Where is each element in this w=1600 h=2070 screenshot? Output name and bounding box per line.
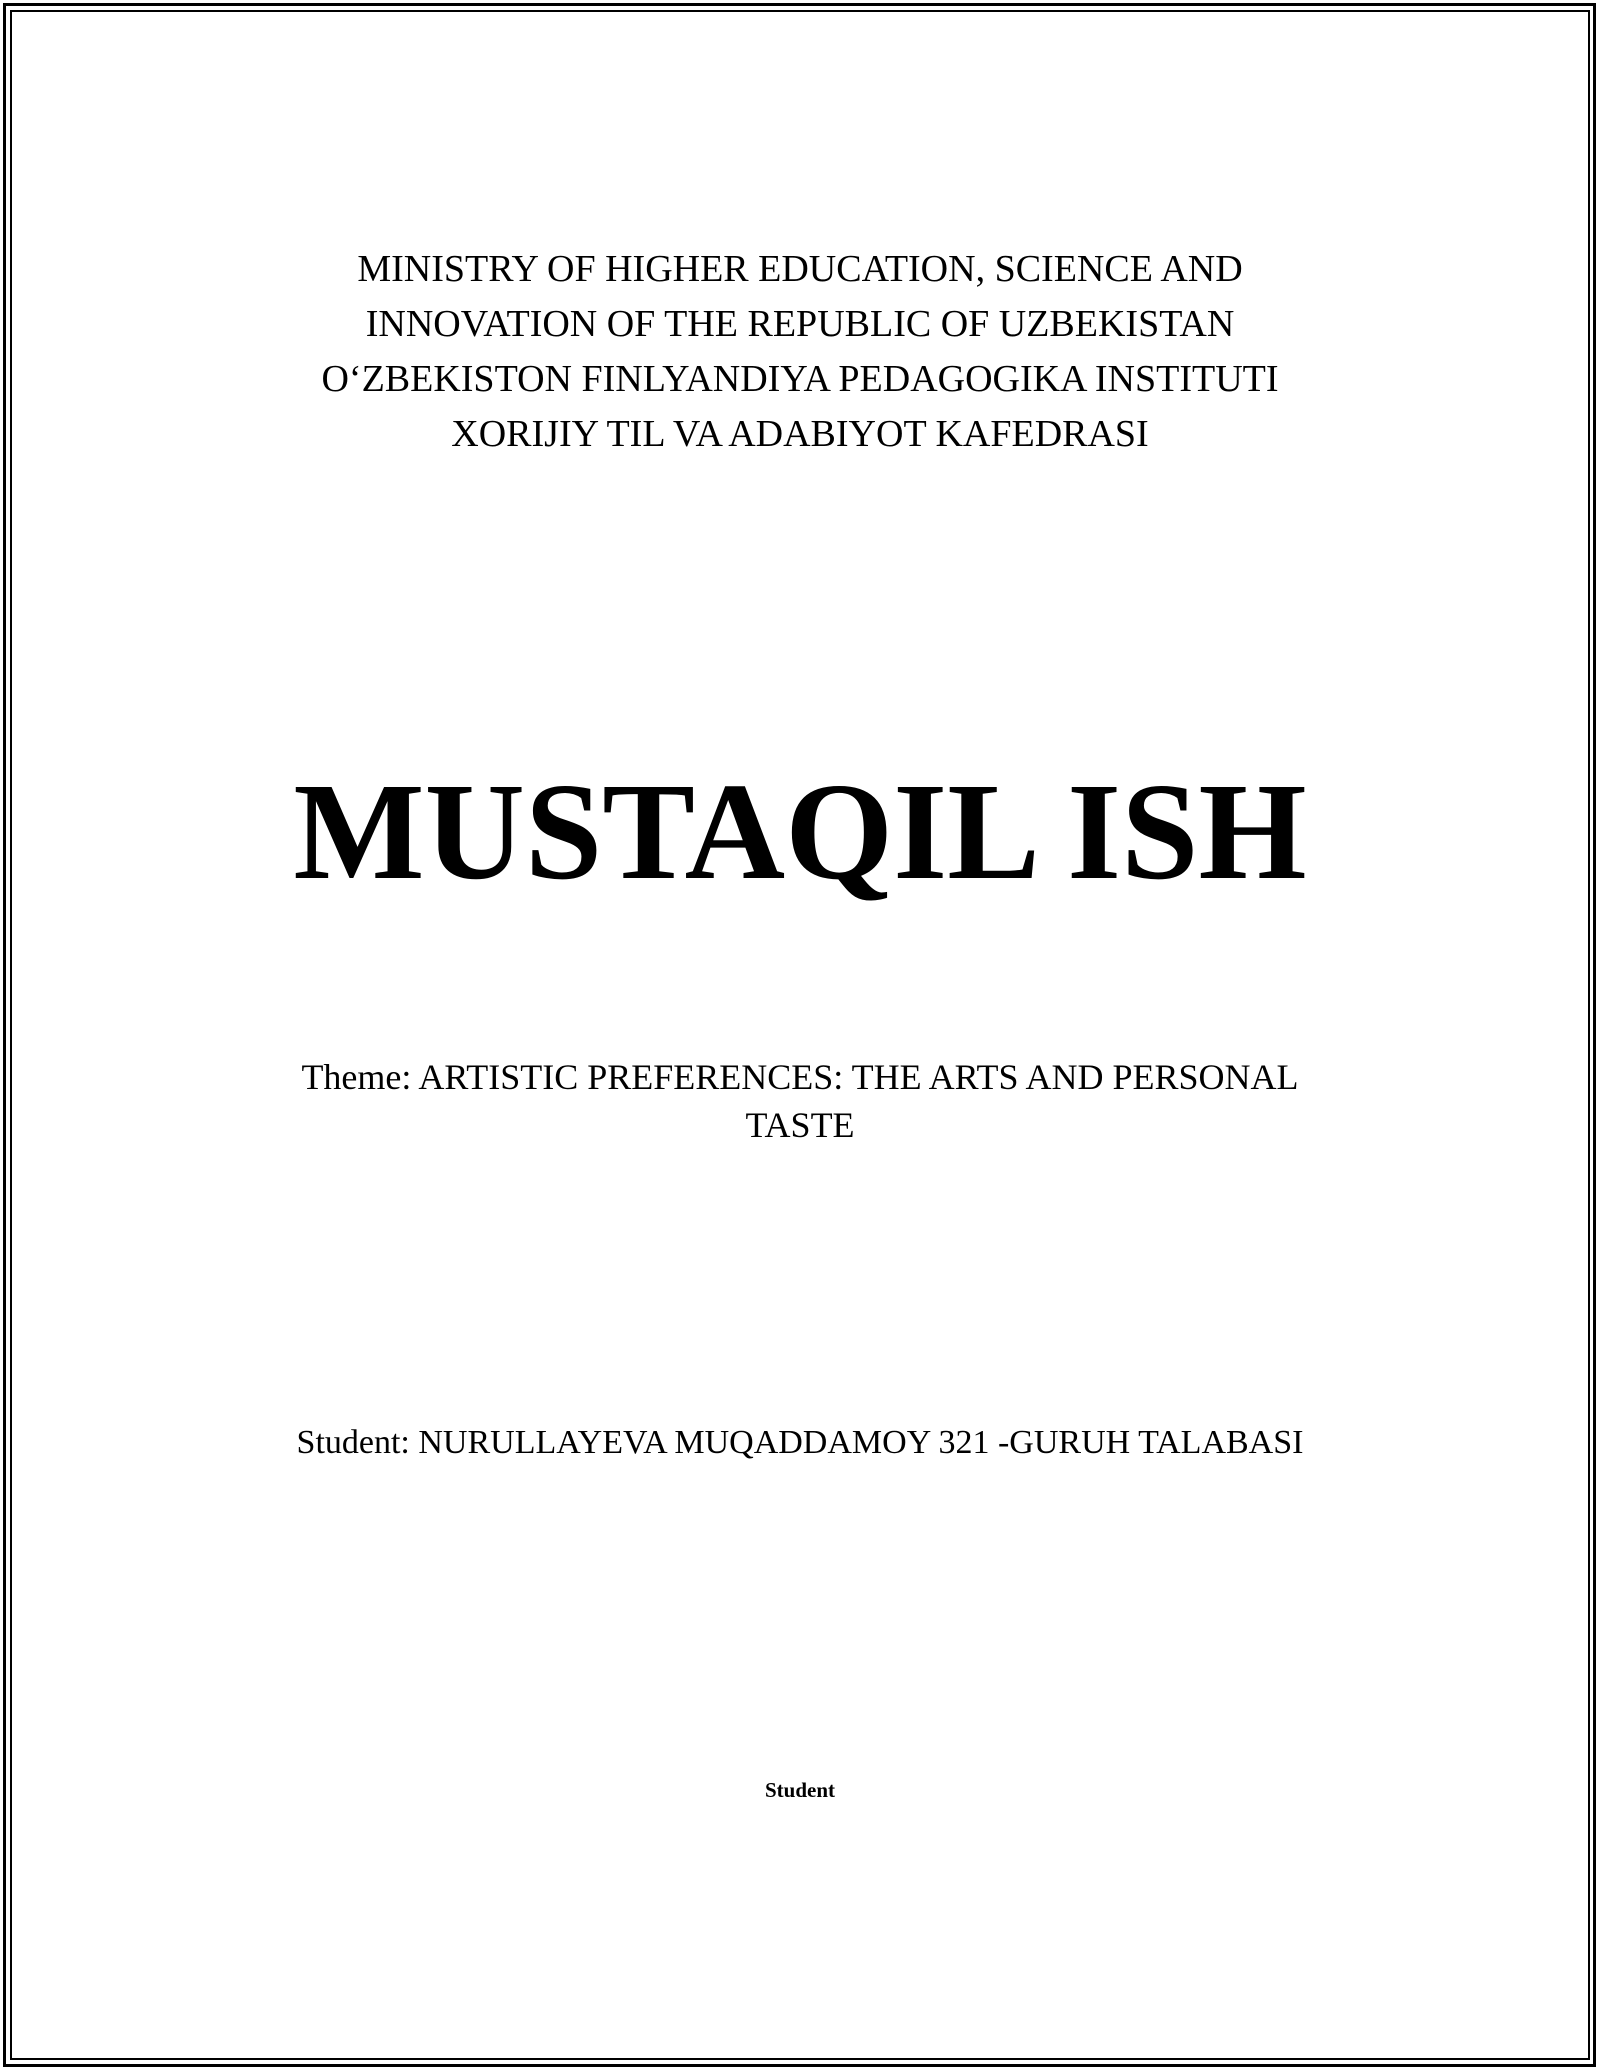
header-line-institute: O‘ZBEKISTON FINLYANDIYA PEDAGOGIKA INSTITUTI xyxy=(321,358,1279,400)
header-line-department: XORIJIY TIL VA ADABIYOT KAFEDRASI xyxy=(451,413,1149,455)
document-title: MUSTAQIL ISH xyxy=(293,755,1307,909)
header-line-republic: INNOVATION OF THE REPUBLIC OF UZBEKISTAN xyxy=(365,303,1235,345)
theme-line-1: Theme: ARTISTIC PREFERENCES: THE ARTS AND PERSONAL xyxy=(301,1057,1299,1097)
institution-header xyxy=(0,242,1600,462)
theme-block xyxy=(0,1053,1600,1149)
theme-line-2: TASTE xyxy=(745,1105,855,1145)
student-info: Student: NURULLAYEVA MUQADDAMOY 321 -GURUH TALABASI xyxy=(296,1424,1304,1461)
student-label: Student xyxy=(764,1778,836,1802)
header-line-ministry: MINISTRY OF HIGHER EDUCATION, SCIENCE AND xyxy=(357,248,1243,290)
